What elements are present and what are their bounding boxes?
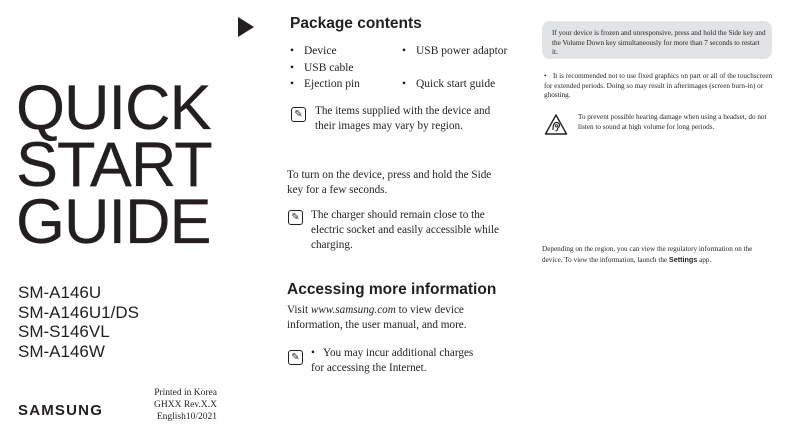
accessing-prefix: Visit: [287, 304, 311, 316]
charger-note: The charger should remain close to the electric socket and easily accessible while charging.: [311, 209, 499, 251]
print-line: English10/2021: [156, 412, 217, 422]
list-item: • USB power adaptor: [402, 44, 507, 58]
settings-app-name: Settings: [668, 254, 698, 264]
package-items-col2: [402, 44, 507, 91]
list-item: • Device: [290, 44, 360, 58]
package-items-col1: [290, 44, 360, 91]
print-line: Printed in Korea: [154, 388, 217, 398]
accessing-title: Accessing more information: [287, 281, 497, 298]
title-line: START: [16, 130, 212, 200]
burn-in-text: It is recommended not to use fixed graphics on part or all of the touchscreen for extended periods. Doing so may result in afterimages (screen burn-in) or ghosting.: [544, 72, 773, 99]
note-icon: ✎: [291, 107, 306, 122]
accessing-suffix: to view device information, the user manual, and more.: [287, 304, 467, 331]
title-line: GUIDE: [16, 187, 211, 257]
guide-title: [16, 73, 216, 257]
samsung-logo: SAMSUNG: [18, 402, 104, 419]
charges-note: • You may incur additional charges for accessing the Internet.: [311, 347, 474, 374]
list-item: • USB cable: [290, 61, 360, 75]
regulatory-suffix: app.: [697, 255, 712, 264]
arrow-right-icon: [238, 17, 254, 37]
title-line: QUICK: [16, 73, 211, 143]
regulatory-prefix: Depending on the region, you can view the regulatory information on the device. To view the information, launch the: [542, 245, 753, 264]
model-number: SM-A146U1/DS: [18, 302, 139, 322]
model-list: [18, 283, 139, 361]
model-number: SM-A146W: [18, 341, 105, 361]
note-icon: ✎: [288, 350, 303, 365]
charges-note-text: You may incur additional charges for accessing the Internet.: [311, 347, 474, 374]
list-item: • Quick start guide: [402, 77, 507, 91]
burn-in-notice: • It is recommended not to use fixed graphics on part or all of the touchscreen for extended periods. Doing so may result in afterimages (screen burn-in) or ghosting.: [544, 72, 773, 99]
package-contents-title: Package contents: [290, 15, 422, 32]
model-number: SM-A146U: [18, 283, 102, 302]
hearing-notice: To prevent possible hearing damage when using a headset, do not listen to sound at high volume for long periods.: [578, 113, 767, 131]
turn-on-text: To turn on the device, press and hold the Side key for a few seconds.: [287, 169, 492, 196]
model-number: SM-S146VL: [18, 322, 110, 341]
accessing-text: [287, 303, 487, 333]
list-item: • Ejection pin: [290, 77, 360, 91]
print-line: GHXX Rev.X.X: [154, 400, 217, 410]
frozen-tip: If your device is frozen and unresponsive, press and hold the Side key and the Volume Down key simultaneously for more than 7 seconds to restart it.: [552, 29, 766, 56]
print-info: [128, 387, 217, 423]
hearing-warning-icon: [544, 113, 568, 137]
samsung-url[interactable]: www.samsung.com: [310, 304, 396, 316]
note-icon: ✎: [288, 210, 303, 225]
regulatory-info: [542, 245, 772, 265]
package-note: The items supplied with the device and their images may vary by region.: [315, 105, 491, 132]
